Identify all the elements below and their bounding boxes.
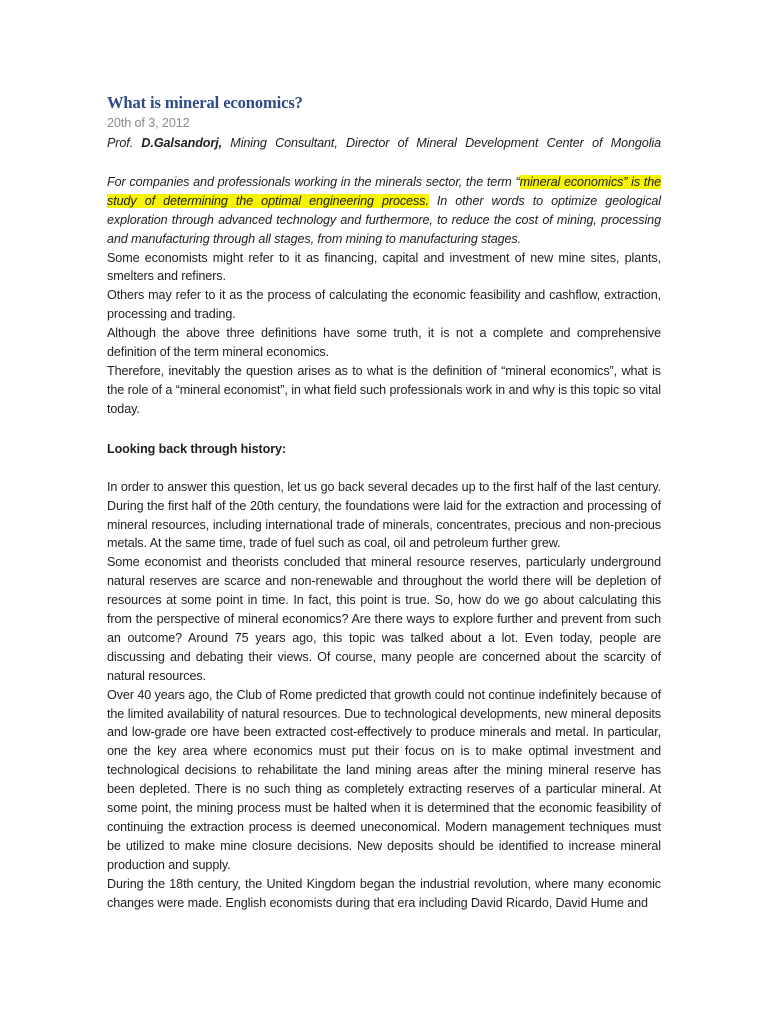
paragraph: During the 18th century, the United Kingdom began the industrial revolution, where many economic changes were made. English economists during that era including David Ricardo, David Hume and — [107, 876, 661, 910]
author-prefix: Prof. — [107, 136, 142, 150]
author-name: D.Galsandorj, — [141, 136, 222, 150]
intro-text-1: For companies and professionals working in the minerals sector, the term “ — [107, 174, 520, 189]
paragraph: Others may refer to it as the process of calculating the economic feasibility and cashflow, extraction, processing and trading. — [107, 288, 661, 322]
paragraph: Although the above three definitions have some truth, it is not a complete and comprehensive definition of the term mineral economics. — [107, 326, 661, 360]
author-line — [107, 134, 661, 153]
spacer — [107, 458, 661, 478]
article-title: What is mineral economics? — [107, 93, 303, 112]
paragraph: Some economist and theorists concluded that mineral resource reserves, particularly underground natural reserves are scarce and non-renewable and throughout the world there will be depletion of resources at some point in time. In fact, this point is true. So, how do we go about calculating this from the perspective of mineral economics? Are there ways to explore further and prevent from such an outcome? Around 75 years ago, this topic was talked about a lot. Even today, people are discussing and debating their views. Of course, many people are concerned about the scarcity of natural resources. — [107, 555, 661, 683]
paragraph: Therefore, inevitably the question arises as to what is the definition of “mineral economics”, what is the role of a “mineral economist”, in what field such professionals work in and why is this topic so vital today. — [107, 363, 661, 416]
intro-highlight: mineral economics” is the study of determining the optimal engineering process. — [107, 174, 662, 208]
intro-text-2: In other words to optimize geological exploration through advanced technology and furthermore, to reduce the cost of mining, processing and manufacturing through all stages, from mining to manufacturing stages. — [107, 193, 662, 246]
intro-paragraph — [107, 173, 661, 249]
article-date: 20th of 3, 2012 — [107, 116, 190, 130]
author-role: Mining Consultant, Director of Mineral Development Center of Mongolia — [222, 136, 662, 150]
paragraph: In order to answer this question, let us go back several decades up to the first half of the last century. During the first half of the 20th century, the foundations were laid for the extraction and processing of mineral resources, including international trade of minerals, concentrates, precious and non-precious metals. At the same time, trade of fuel such as coal, oil and petroleum further grew. — [107, 479, 661, 551]
paragraph: Over 40 years ago, the Club of Rome predicted that growth could not continue indefinitely because of the limited availability of natural resources. Due to technological developments, new mineral deposits and low-grade ore have been extracted cost-effectively to produce minerals and metal. In particular, one the key area where economics must put their focus on is to make optimal investment and technological decisions to rehabilitate the land mining areas after the mining mineral reserve has been depleted. There is no such thing as completely extracting reserves of a particular mineral. At some point, the mining process must be halted when it is determined that the economic feasibility of continuing the extraction process is deemed uneconomical. Modern management techniques must be utilized to make mine closure decisions. New deposits should be identified to increase mineral production and supply. — [107, 687, 661, 872]
paragraph: Some economists might refer to it as financing, capital and investment of new mine sites, plants, smelters and refiners. — [107, 250, 661, 284]
section-heading: Looking back through history: — [107, 441, 287, 456]
article-body — [107, 92, 661, 913]
